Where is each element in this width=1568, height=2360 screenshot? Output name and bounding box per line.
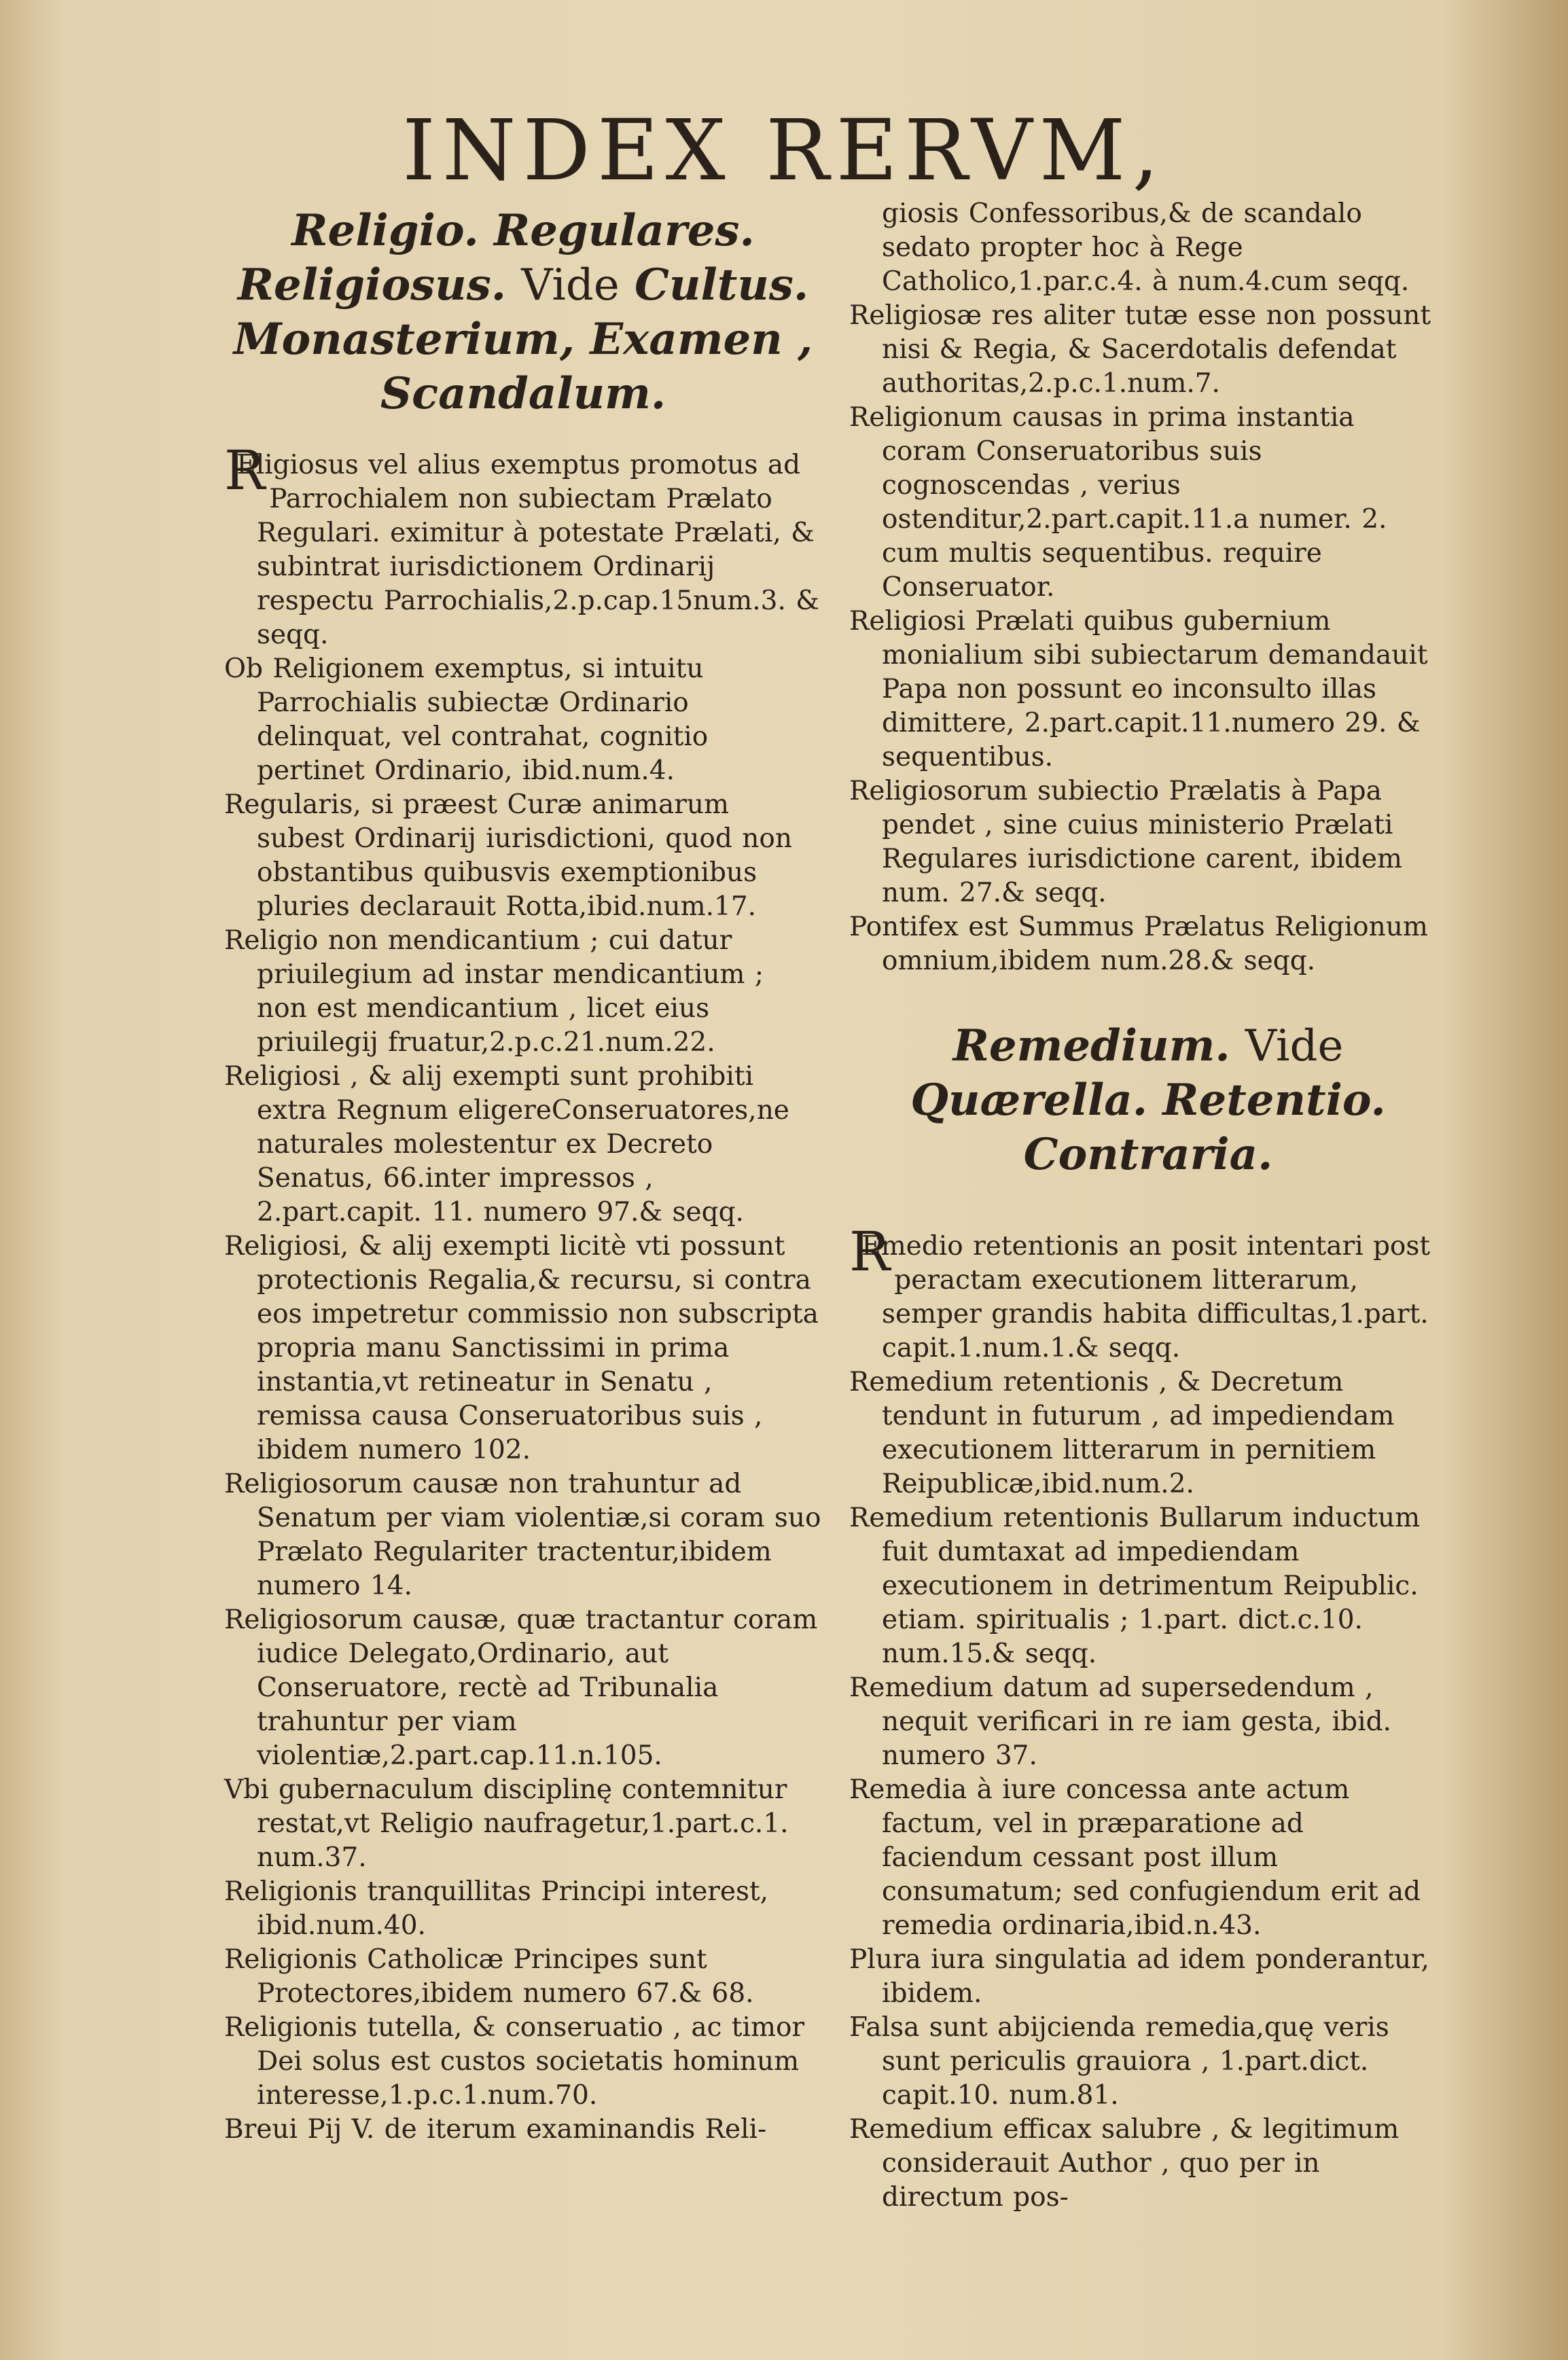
- index-entry: Religionis tutella, & conseruatio , ac timor Dei solus est custos societatis hominum interesse,1.p.c.1.num.70.: [224, 2012, 805, 2111]
- index-entry: Religionum causas in prima instantia coram Conseruatoribus suis cognoscendas , verius ostenditur,2.part.capit.11.a numer. 2. cum multis sequentibus. require Conseruator.: [849, 402, 1387, 603]
- section-title-religio: [224, 204, 822, 421]
- index-entry: Pontifex est Summus Prælatus Religionum omnium,ibidem num.28.& seqq.: [849, 912, 1428, 976]
- index-entry: Religionis Catholicæ Principes sunt Protectores,ibidem numero 67.& 68.: [224, 1944, 754, 2009]
- index-entry: Religiosi , & alij exempti sunt prohibiti extra Regnum eligereConseruatores,ne naturales molestentur ex Decreto Senatus, 66.inter impressos , 2.part.capit. 11. numero 97.& seqq.: [224, 1061, 789, 1228]
- index-entry: Religiosi Prælati quibus gubernium monialium sibi subiectarum demandauit Papa non possunt eo inconsulto illas dimittere, 2.part.capit.11.numero 29. & sequentibus.: [849, 606, 1428, 772]
- vide-label: Vide: [521, 260, 620, 310]
- index-entry: Religionis tranquillitas Principi interest, ibid.num.40.: [224, 1876, 769, 1941]
- index-entry: Remedia à iure concessa ante actum factum, vel in præparatione ad faciendum cessant post illum consumatum; sed confugiendum erit ad remedia ordinaria,ibid.n.43.: [849, 1774, 1421, 1941]
- section-title-remedium: [849, 1019, 1447, 1182]
- left-column: [224, 204, 822, 2147]
- index-entry: Remedium datum ad supersedendum , nequit verificari in re iam gesta, ibid. numero 37.: [849, 1673, 1391, 1771]
- index-entry: Falsa sunt abijcienda remedia,quę veris sunt periculis grauiora , 1.part.dict. capit.10. num.81.: [849, 2012, 1389, 2111]
- index-entry: REligiosus vel alius exemptus promotus ad Parrochialem non subiectam Prælato Regulari. eximitur à potestate Prælati, & subintrat iurisdictionem Ordinarij respectu Parrochialis,2.p.cap.15num.3. & seqq.: [224, 439, 819, 650]
- index-entry: Religio non mendicantium ; cui datur priuilegium ad instar mendicantium ; non est mendicantium , licet eius priuilegij fruatur,2.p.c.21.num.22.: [224, 925, 764, 1058]
- index-entry: Religiosæ res aliter tutæ esse non possunt nisi & Regia, & Sacerdotalis defendat authoritas,2.p.c.1.num.7.: [849, 300, 1431, 399]
- cross-references: Quærella. Retentio. Contraria.: [910, 1075, 1386, 1180]
- right-column: [849, 197, 1447, 2215]
- index-entry: REmedio retentionis an posit intentari post peractam executionem litterarum, semper grandis habita difficultas,1.part. capit.1.num.1.& seqq.: [849, 1220, 1431, 1363]
- cross-references: Cultus. Monasterium, Examen , Scandalum.: [233, 260, 813, 419]
- section-heading: Religio. Regulares. Religiosus.: [237, 205, 755, 310]
- index-entry-continuation: giosis Confessoribus,& de scandalo sedato propter hoc à Rege Catholico,1.par.c.4. à num.4.cum seqq.: [882, 198, 1410, 297]
- index-entry: Vbi gubernaculum disciplinę contemnitur restat,vt Religio naufragetur,1.part.c.1. num.37.: [224, 1774, 789, 1873]
- page-header: INDEX RERVM,: [402, 102, 1166, 200]
- index-entry: Religiosorum causæ, quæ tractantur coram iudice Delegato,Ordinario, aut Conseruatore, rectè ad Tribunalia trahuntur per viam violentiæ,2.part.cap.11.n.105.: [224, 1605, 818, 1771]
- index-entry: Religiosorum causæ non trahuntur ad Senatum per viam violentiæ,si coram suo Prælato Regulariter tractentur,ibidem numero 14.: [224, 1469, 821, 1601]
- index-entry: Remedium retentionis Bullarum inductum fuit dumtaxat ad impediendam executionem in detrimentum Reipublic. etiam. spiritualis ; 1.part. dict.c.10. num.15.& seqq.: [849, 1503, 1421, 1669]
- index-entry: Remedium retentionis , & Decretum tendunt in futurum , ad impediendam executionem litterarum in pernitiem Reipublicæ,ibid.num.2.: [849, 1367, 1395, 1499]
- index-entry: Remedium efficax salubre , & legitimum considerauit Author , quo per in directum pos-: [849, 2114, 1400, 2213]
- index-entry: Plura iura singulatia ad idem ponderantur, ibidem.: [849, 1944, 1429, 2009]
- index-entry: Religiosorum subiectio Prælatis à Papa pendet , sine cuius ministerio Prælati Regulares iurisdictione carent, ibidem num. 27.& seqq.: [849, 776, 1402, 908]
- index-entry-trailing: Breui Pij V. de iterum examinandis Reli-: [224, 2114, 767, 2145]
- index-entry: Religiosi, & alij exempti licitè vti possunt protectionis Regalia,& recursu, si contra eos impetretur commissio non subscripta propria manu Sanctissimi in prima instantia,vt retineatur in Senatu , remissa causa Conseruatoribus suis , ibidem numero 102.: [224, 1231, 819, 1465]
- section-heading: Remedium.: [952, 1020, 1230, 1071]
- index-entry: Regularis, si præest Curæ animarum subest Ordinarij iurisdictioni, quod non obstantibus quibusvis exemptionibus pluries declarauit Rotta,ibid.num.17.: [224, 789, 792, 922]
- vide-label: Vide: [1245, 1021, 1344, 1071]
- index-entry: Ob Religionem exemptus, si intuitu Parrochialis subiectæ Ordinario delinquat, vel contrahat, cognitio pertinet Ordinario, ibid.num.4.: [224, 654, 709, 786]
